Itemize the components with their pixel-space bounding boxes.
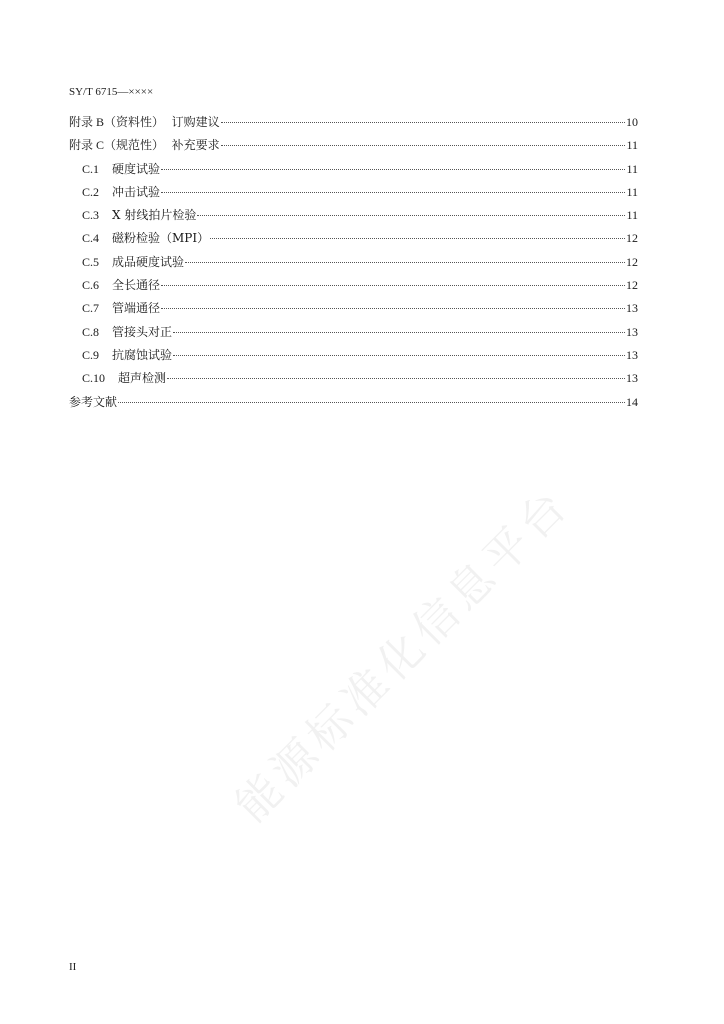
toc-entry-page: 11 [626, 161, 638, 176]
toc-entry-c9[interactable] [69, 347, 638, 370]
toc-entry-number: C.4 [82, 231, 100, 246]
toc-entry-number: C.7 [82, 301, 100, 316]
toc-entry-c8[interactable] [69, 324, 638, 347]
toc-entry-number: C.10 [82, 371, 106, 386]
toc-entry-number: C.5 [82, 254, 100, 269]
dot-leader [161, 169, 625, 170]
toc-entry-label: 超声检测 [118, 371, 167, 386]
toc-entry-c5[interactable] [69, 254, 638, 277]
toc-entry-page: 12 [626, 278, 638, 293]
dot-leader [221, 145, 626, 146]
page-number: II [69, 961, 77, 973]
dot-leader [161, 192, 625, 193]
toc-entry-page: 13 [626, 301, 638, 316]
dot-leader [197, 215, 625, 216]
toc-entry-page: 13 [626, 324, 638, 339]
toc-entry-page: 10 [626, 115, 638, 129]
toc-entry-c6[interactable] [69, 277, 638, 300]
toc-entry-page: 11 [626, 208, 638, 223]
dot-leader [173, 355, 625, 356]
toc-entry-label: 全长通径 [112, 278, 161, 293]
toc-entry-references[interactable] [69, 394, 638, 417]
toc-entry-c1[interactable] [69, 161, 638, 184]
toc-entry-number: 附录 C [69, 138, 105, 153]
toc-entry-number: C.6 [82, 278, 100, 293]
toc-entry-c3[interactable] [69, 207, 638, 230]
toc-entry-c10[interactable] [69, 370, 638, 393]
dot-leader [167, 378, 625, 379]
toc-entry-appendix-c[interactable] [69, 137, 638, 160]
toc-entry-number: C.9 [82, 347, 100, 362]
toc-entry-label: 参考文献 [69, 394, 118, 409]
table-of-contents [69, 114, 638, 417]
toc-entry-page: 14 [626, 394, 638, 409]
toc-entry-page: 13 [626, 371, 638, 386]
toc-entry-number: C.1 [82, 161, 100, 176]
dot-leader [173, 332, 625, 333]
toc-entry-number: C.8 [82, 324, 100, 339]
toc-entry-label: 成品硬度试验 [112, 254, 185, 269]
toc-entry-c7[interactable] [69, 300, 638, 323]
document-code: SY/T 6715—×××× [69, 86, 154, 98]
toc-entry-number: C.2 [82, 184, 100, 199]
toc-entry-number: 附录 B [69, 115, 105, 129]
toc-entry-appendix-b[interactable] [69, 114, 638, 137]
toc-entry-label: （规范性） 补充要求 [104, 138, 220, 153]
toc-entry-label: （资料性） 订购建议 [104, 115, 220, 129]
dot-leader [118, 402, 625, 403]
dot-leader [185, 262, 625, 263]
toc-entry-page: 12 [626, 254, 638, 269]
toc-entry-label: 管端通径 [112, 301, 161, 316]
toc-entry-page: 13 [626, 347, 638, 362]
dot-leader [221, 122, 625, 123]
toc-entry-label: X 射线拍片检验 [112, 208, 197, 223]
toc-entry-label: 抗腐蚀试验 [112, 347, 173, 362]
toc-entry-page: 11 [626, 138, 638, 153]
toc-entry-label: 硬度试验 [112, 161, 161, 176]
toc-entry-c2[interactable] [69, 184, 638, 207]
dot-leader [210, 238, 625, 239]
dot-leader [161, 285, 625, 286]
watermark: 能源标准化信息平台 [226, 478, 581, 833]
toc-entry-page: 12 [626, 231, 638, 246]
toc-entry-label: 冲击试验 [112, 184, 161, 199]
dot-leader [161, 308, 625, 309]
toc-entry-label: 管接头对正 [112, 324, 173, 339]
toc-entry-number: C.3 [82, 208, 100, 223]
toc-entry-c4[interactable] [69, 230, 638, 253]
toc-entry-label: 磁粉检验（MPI） [112, 231, 210, 246]
toc-entry-page: 11 [626, 184, 638, 199]
